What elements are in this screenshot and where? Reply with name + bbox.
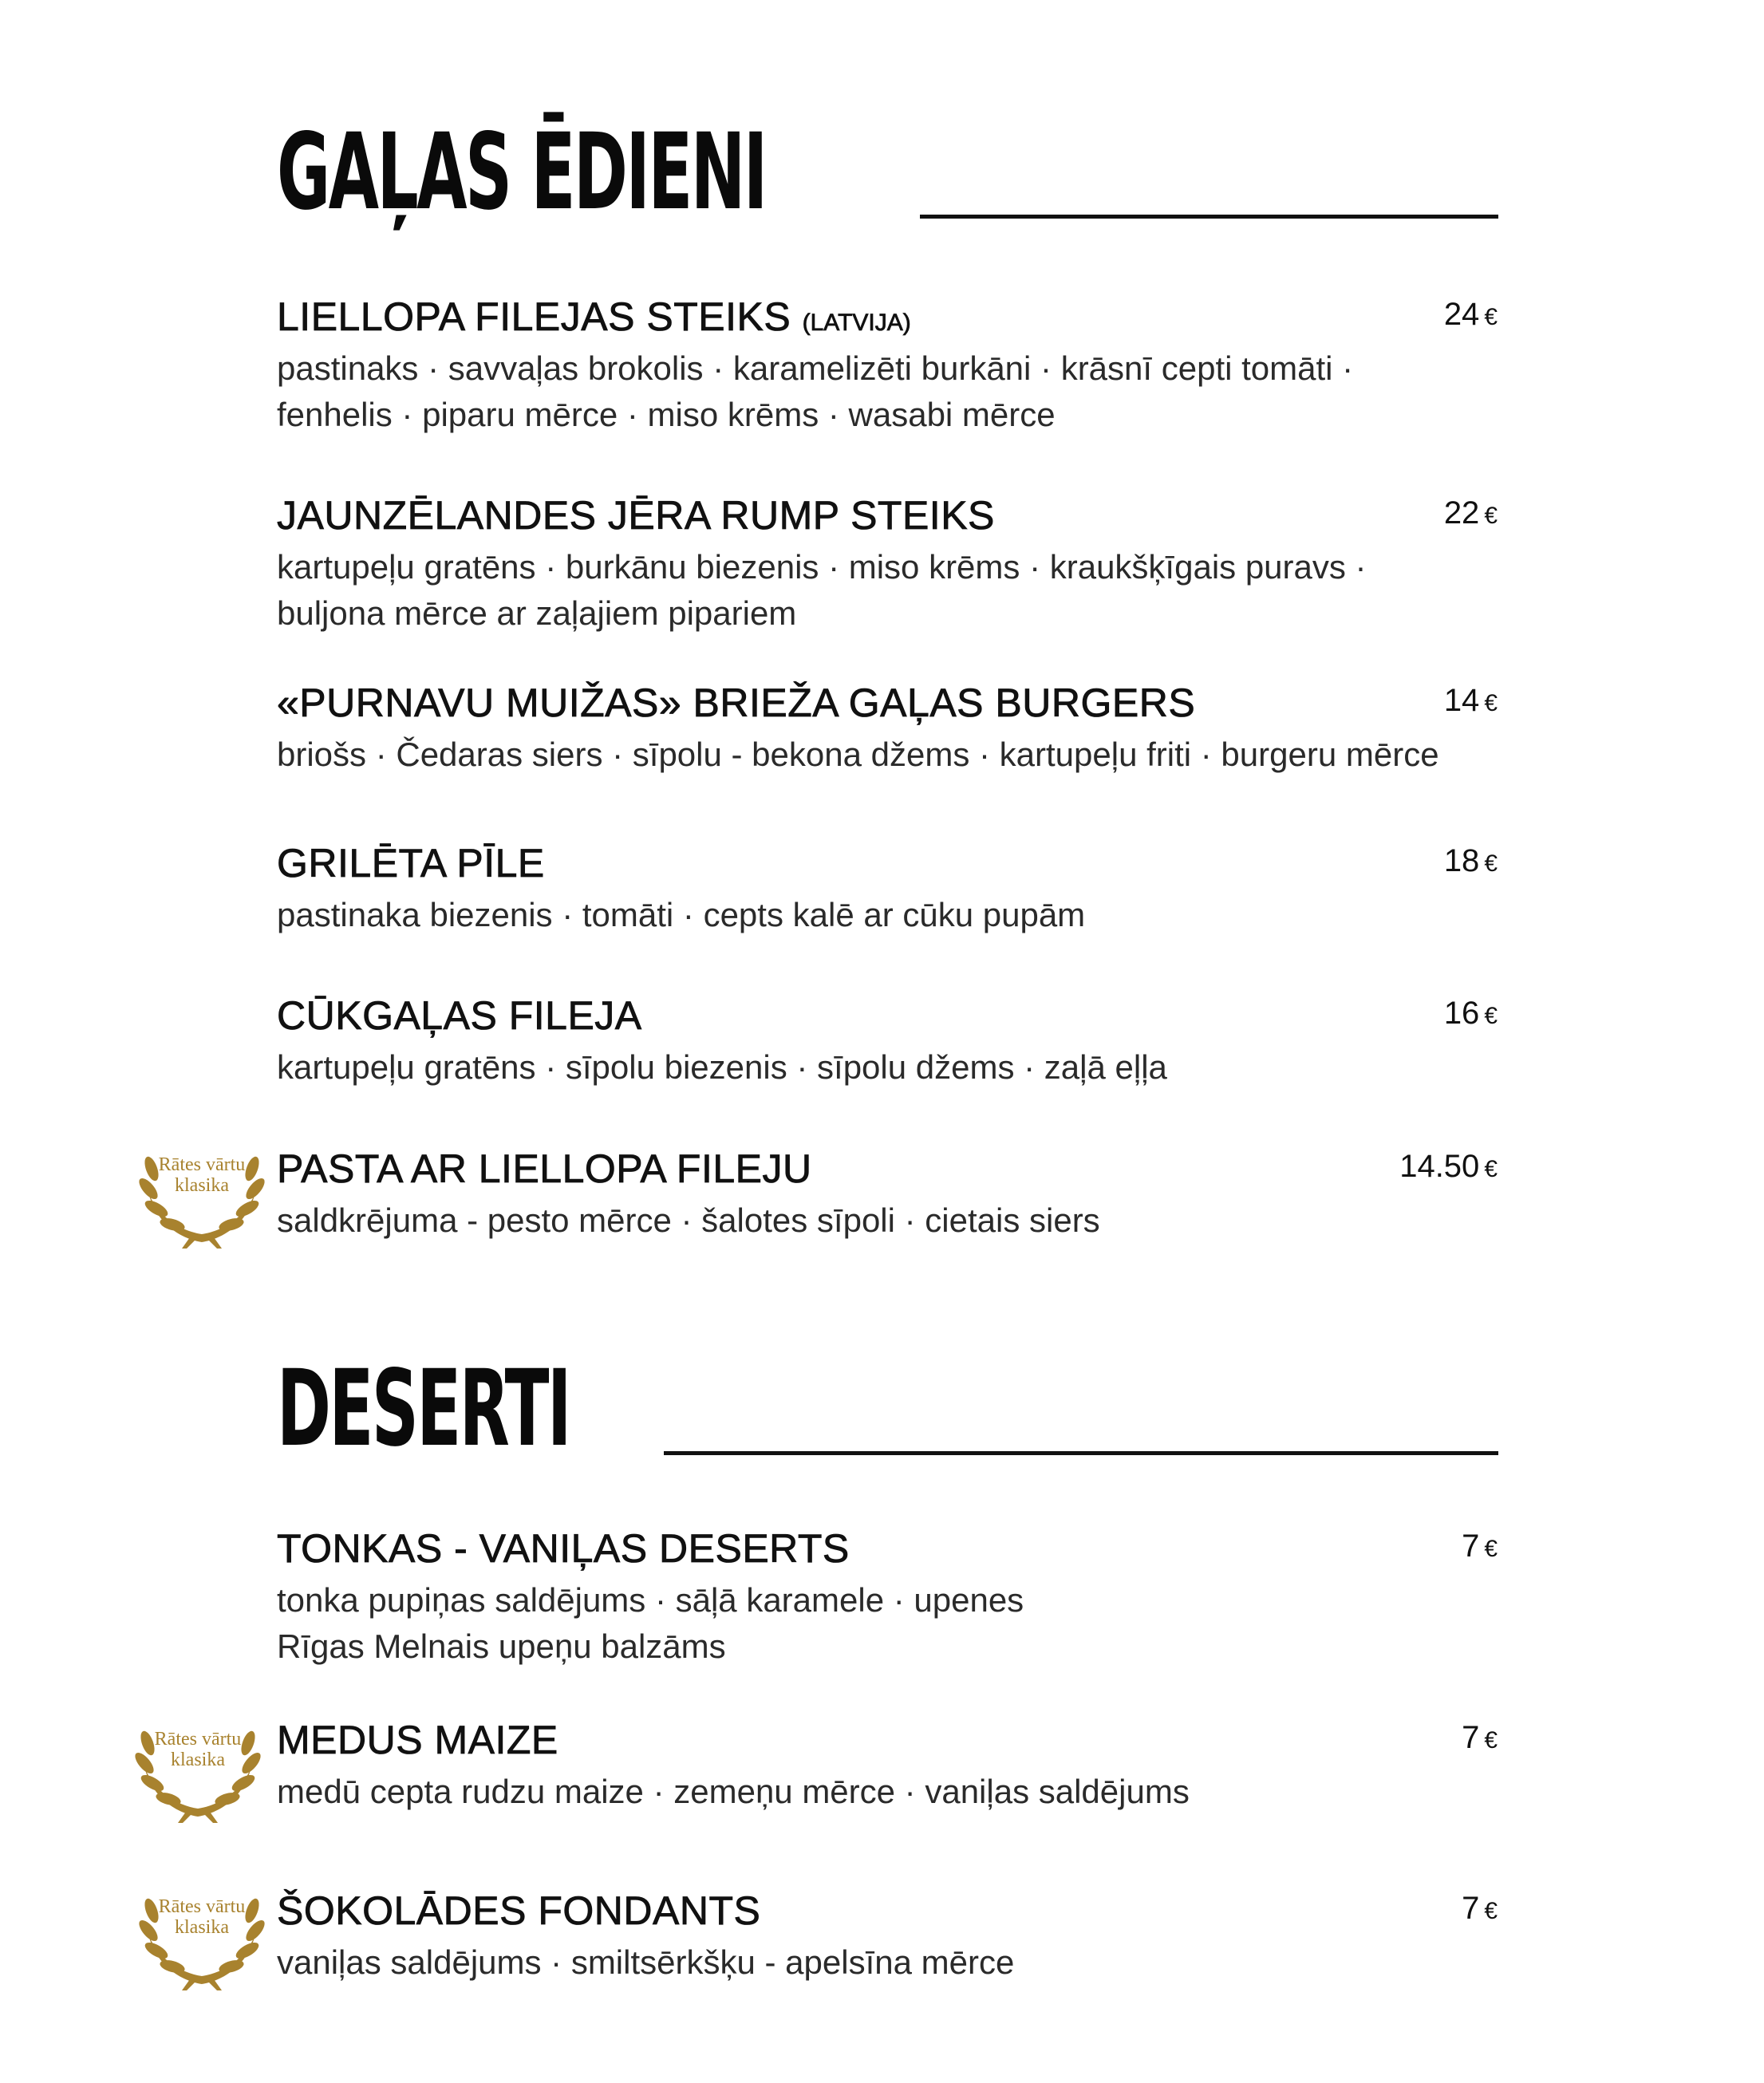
menu-item [277, 1717, 1498, 1814]
laurel-badge-icon [134, 1879, 270, 1990]
menu-item [277, 1146, 1498, 1243]
item-name: LIELLOPA FILEJAS STEIKS (LATVIJA) [277, 294, 911, 339]
item-price: 16 € [1443, 996, 1498, 1031]
laurel-badge-icon [134, 1137, 270, 1249]
badge-text: Rātes vārtu [158, 1154, 246, 1175]
item-price: 18 € [1443, 843, 1498, 878]
item-description: buljona mērce ar zaļajiem pipariem [277, 594, 797, 632]
badge-text: klasika [175, 1175, 229, 1196]
item-description: briošs · Čedaras siers · sīpolu - bekona džems · kartupeļu friti · burgeru mērce [277, 736, 1439, 773]
menu-item [277, 1888, 1498, 1985]
section-rule [920, 215, 1498, 219]
badge-text: Rātes vārtu [158, 1896, 246, 1917]
item-description: saldkrējuma - pesto mērce · šalotes sīpoli · cietais siers [277, 1201, 1100, 1239]
menu-item [277, 294, 1498, 437]
item-price: 22 € [1443, 495, 1498, 531]
item-description: medū cepta rudzu maize · zemeņu mērce · vaniļas saldējums [277, 1773, 1190, 1810]
menu-item [277, 680, 1498, 777]
item-price: 14 € [1443, 683, 1498, 718]
item-name: PASTA AR LIELLOPA FILEJU [277, 1146, 812, 1191]
menu-item [277, 992, 1498, 1090]
section-rule [664, 1451, 1498, 1455]
item-name: JAUNZĒLANDES JĒRA RUMP STEIKS [277, 493, 995, 538]
item-description: kartupeļu gratēns · burkānu biezenis · miso krēms · kraukšķīgais puravs · [277, 548, 1367, 586]
item-name: «PURNAVU MUIŽAS» BRIEŽA GAĻAS BURGERS [277, 681, 1196, 725]
item-note: (LATVIJA) [802, 310, 911, 336]
item-price: 7 € [1462, 1720, 1498, 1755]
section-title: GAĻAS ĒDIENI [277, 111, 766, 234]
item-description: pastinaka biezenis · tomāti · cepts kalē ar cūku pupām [277, 896, 1086, 933]
item-price: 24 € [1443, 297, 1498, 332]
item-name: MEDUS MAIZE [277, 1718, 558, 1762]
badge-text: Rātes vārtu [154, 1729, 242, 1750]
item-price: 14.50 € [1399, 1149, 1498, 1184]
item-description: Rīgas Melnais upeņu balzāms [277, 1627, 726, 1665]
section-heading-meat [277, 111, 1498, 234]
item-name: CŪKGAĻAS FILEJA [277, 993, 642, 1038]
menu-item [277, 840, 1498, 937]
item-name: GRILĒTA PĪLE [277, 841, 545, 886]
item-description: kartupeļu gratēns · sīpolu biezenis · sīpolu džems · zaļā eļļa [277, 1048, 1167, 1086]
item-description: pastinaks · savvaļas brokolis · karamelizēti burkāni · krāsnī cepti tomāti · [277, 349, 1354, 387]
section-title: DESERTI [277, 1347, 570, 1470]
menu-item [277, 492, 1498, 636]
item-description: fenhelis · piparu mērce · miso krēms · wasabi mērce [277, 396, 1056, 433]
item-price: 7 € [1462, 1529, 1498, 1564]
item-price: 7 € [1462, 1891, 1498, 1926]
item-description: vaniļas saldējums · smiltsērkšķu - apelsīna mērce [277, 1943, 1015, 1981]
menu-item [277, 1525, 1498, 1669]
item-description: tonka pupiņas saldējums · sāļā karamele · upenes [277, 1581, 1024, 1619]
section-heading-desserts [277, 1347, 1498, 1470]
badge-text: klasika [175, 1917, 229, 1938]
laurel-badge-icon [130, 1711, 266, 1823]
item-name: ŠOKOLĀDES FONDANTS [277, 1888, 761, 1933]
badge-text: klasika [171, 1750, 225, 1770]
item-name: TONKAS - VANIĻAS DESERTS [277, 1526, 850, 1571]
